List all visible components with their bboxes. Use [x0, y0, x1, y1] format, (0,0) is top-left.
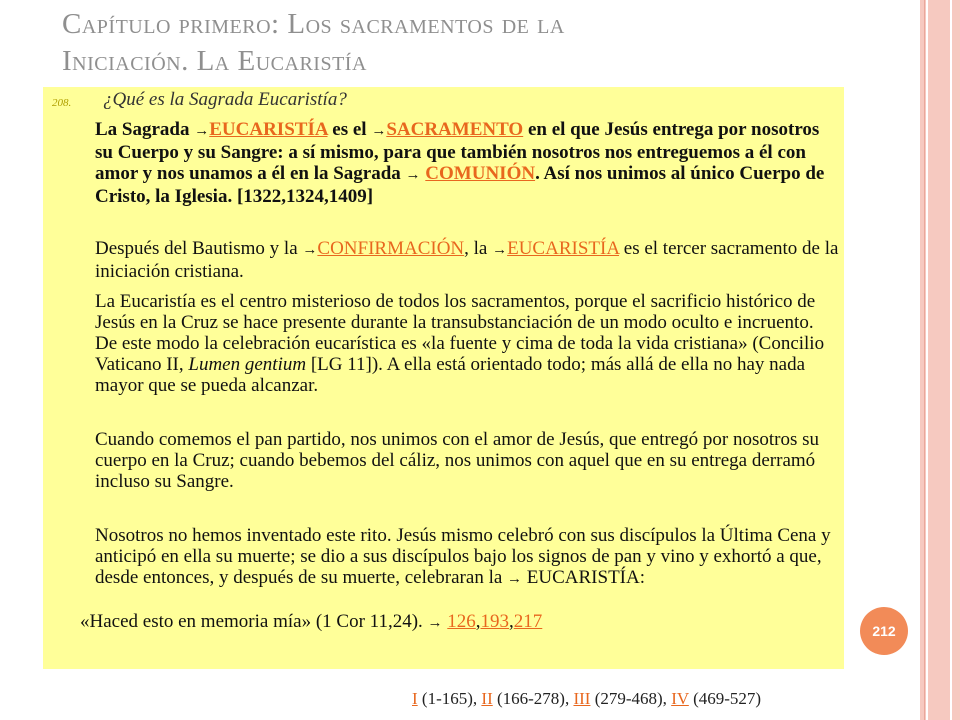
nav-link-part-3[interactable]: III — [573, 689, 591, 708]
text: La Sagrada — [95, 119, 195, 140]
nav-range: (279-468), — [590, 689, 672, 708]
paragraph-2 — [95, 238, 840, 282]
slide-title — [62, 6, 862, 80]
title-line-2: Iniciación. La Eucaristía — [62, 45, 367, 77]
arrow-right-icon: → — [405, 167, 421, 183]
nav-range: (166-278), — [492, 689, 574, 708]
link-comunion[interactable]: COMUNIÓN — [425, 163, 536, 184]
text: es el tercer sacramento de la iniciación cristiana. — [95, 238, 839, 282]
text: «Haced esto en memoria mía» (1 Cor 11,24). — [80, 611, 428, 632]
question-text: ¿Qué es la Sagrada Eucaristía? — [103, 89, 347, 110]
link-eucaristia-2[interactable]: EUCARISTÍA — [507, 238, 620, 259]
side-decoration — [920, 0, 960, 720]
text: Nosotros no hemos inventado este rito. Jesús mismo celebró con sus discípulos la Última Cena y anticipó en ella su muerte; se dio a sus discípulos bajo los signos de pan y vino y exhortó a que, desde entonces, y después de su muerte, celebraran la — [95, 525, 831, 588]
arrow-right-icon: → — [427, 615, 443, 631]
citation-title: Lumen gentium — [188, 354, 307, 375]
ref-link-193[interactable]: 193 — [480, 611, 510, 632]
answer-paragraph — [95, 119, 840, 207]
text: Después del Bautismo y la — [95, 238, 303, 259]
text: La Eucaristía es el centro misterioso de todos los sacramentos, porque el sacrificio histórico de Jesús en la Cruz se hace presente durante la transubstanciación de un modo oculto e incruento. De este modo la celebración eucarística es «la fuente y cima de toda la vida cristiana» (Concilio Vaticano II, — [95, 291, 825, 375]
paragraph-4: Cuando comemos el pan partido, nos unimos con el amor de Jesús, que entregó por nosotros su cuerpo en la Cruz; cuando bebemos del cáliz, nos unimos con aquel que en su entrega derramó incluso su Sangre. — [95, 429, 819, 492]
text: , la — [464, 238, 493, 259]
nav-range: (469-527) — [688, 689, 762, 708]
page-number-badge: 212 — [860, 607, 908, 655]
text: en el que Jesús entrega por nosotros su Cuerpo y su Sangre: a sí mismo, para que también nosotros nos entreguemos a él con amor y nos unamos a él en la Sagrada — [95, 119, 820, 184]
separator: , — [509, 611, 514, 632]
ref-link-217[interactable]: 217 — [513, 611, 543, 632]
question-number: 208. — [52, 97, 72, 109]
link-eucaristia[interactable]: EUCARISTÍA — [209, 119, 328, 140]
paragraph-3 — [95, 291, 840, 396]
stripe — [926, 0, 928, 720]
ref-link-126[interactable]: 126 — [447, 611, 476, 632]
arrow-right-icon: → — [194, 123, 210, 139]
link-sacramento[interactable]: SACRAMENTO — [386, 119, 524, 140]
link-confirmacion[interactable]: CONFIRMACIÓN — [317, 238, 465, 259]
arrow-right-icon: → — [302, 242, 318, 258]
text: es el — [327, 119, 372, 140]
nav-range: (1-165), — [417, 689, 482, 708]
arrow-right-icon: → — [371, 123, 387, 139]
arrow-right-icon: → — [492, 242, 508, 258]
text: EUCARISTÍA: — [522, 567, 646, 588]
text: [LG 11]). A ella está orientado todo; más allá de ella no hay nada mayor que se pueda alcanzar. — [95, 354, 806, 396]
separator: , — [475, 611, 481, 632]
arrow-right-icon: → — [507, 571, 523, 587]
paragraph-5 — [95, 525, 840, 590]
nav-link-part-2[interactable]: II — [481, 689, 493, 708]
stripe — [950, 0, 952, 720]
nav-link-part-1[interactable]: I — [412, 689, 418, 708]
title-line-1: Capítulo primero: Los sacramentos de la — [62, 8, 565, 40]
section-navigation — [412, 689, 761, 709]
text: . Así nos unimos al único Cuerpo de Cristo, la Iglesia. [1322,1324,1409] — [95, 163, 825, 207]
paragraph-5-last-line — [80, 611, 825, 634]
stripe — [924, 0, 925, 720]
nav-link-part-4[interactable]: IV — [671, 689, 689, 708]
